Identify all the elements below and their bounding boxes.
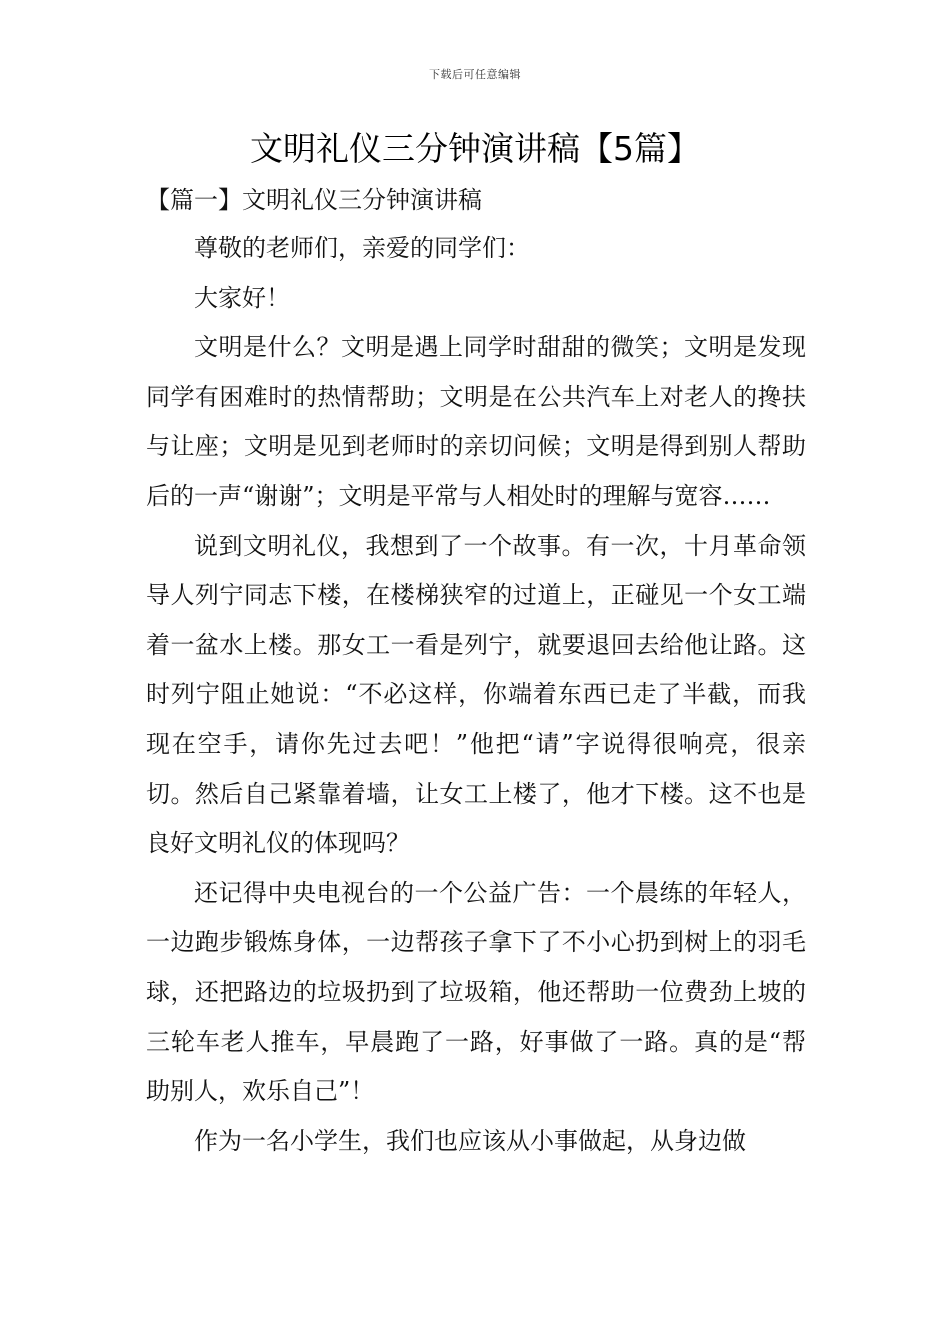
- paragraph-cctv-ad: 还记得中央电视台的一个公益广告：一个晨练的年轻人，一边跑步锻炼身体，一边帮孩子拿下了不小心扔到树上的羽毛球，还把路边的垃圾扔到了垃圾箱，他还帮助一位费劲上坡的三轮车老人推车，早晨跑了一路，好事做了一路。真的是“帮助别人，欢乐自己”！: [146, 878, 806, 1106]
- paragraph-greeting: 尊敬的老师们，亲爱的同学们：: [194, 234, 530, 262]
- paragraph-lenin-story: 说到文明礼仪，我想到了一个故事。有一次，十月革命领导人列宁同志下楼，在楼梯狭窄的过道上，正碰见一个女工端着一盆水上楼。那女工一看是列宁，就要退回去给他让路。这时列宁阻止她说：“不必这样，你端着东西已走了半截，而我现在空手，请你先过去吧！”他把“请”字说得很响亮，很亲切。然后自己紧靠着墙，让女工上楼了，他才下楼。这不也是良好文明礼仪的体现吗？: [146, 531, 806, 858]
- paragraph-what-is-civility: 文明是什么？文明是遇上同学时甜甜的微笑；文明是发现同学有困难时的热情帮助；文明是在公共汽车上对老人的搀扶与让座；文明是见到老师时的亲切问候；文明是得到别人帮助后的一声“谢谢”；文明是平常与人相处时的理解与宽容……: [146, 333, 806, 510]
- paragraph-hello: 大家好！: [194, 283, 290, 312]
- header-note: 下载后可任意编辑: [429, 68, 521, 81]
- section-heading: 【篇一】文明礼仪三分钟演讲稿: [146, 186, 482, 214]
- document-title: 文明礼仪三分钟演讲稿【5篇】: [250, 129, 700, 168]
- paragraph-as-students: 作为一名小学生，我们也应该从小事做起，从身边做: [194, 1126, 746, 1155]
- document-body: [146, 180, 806, 1166]
